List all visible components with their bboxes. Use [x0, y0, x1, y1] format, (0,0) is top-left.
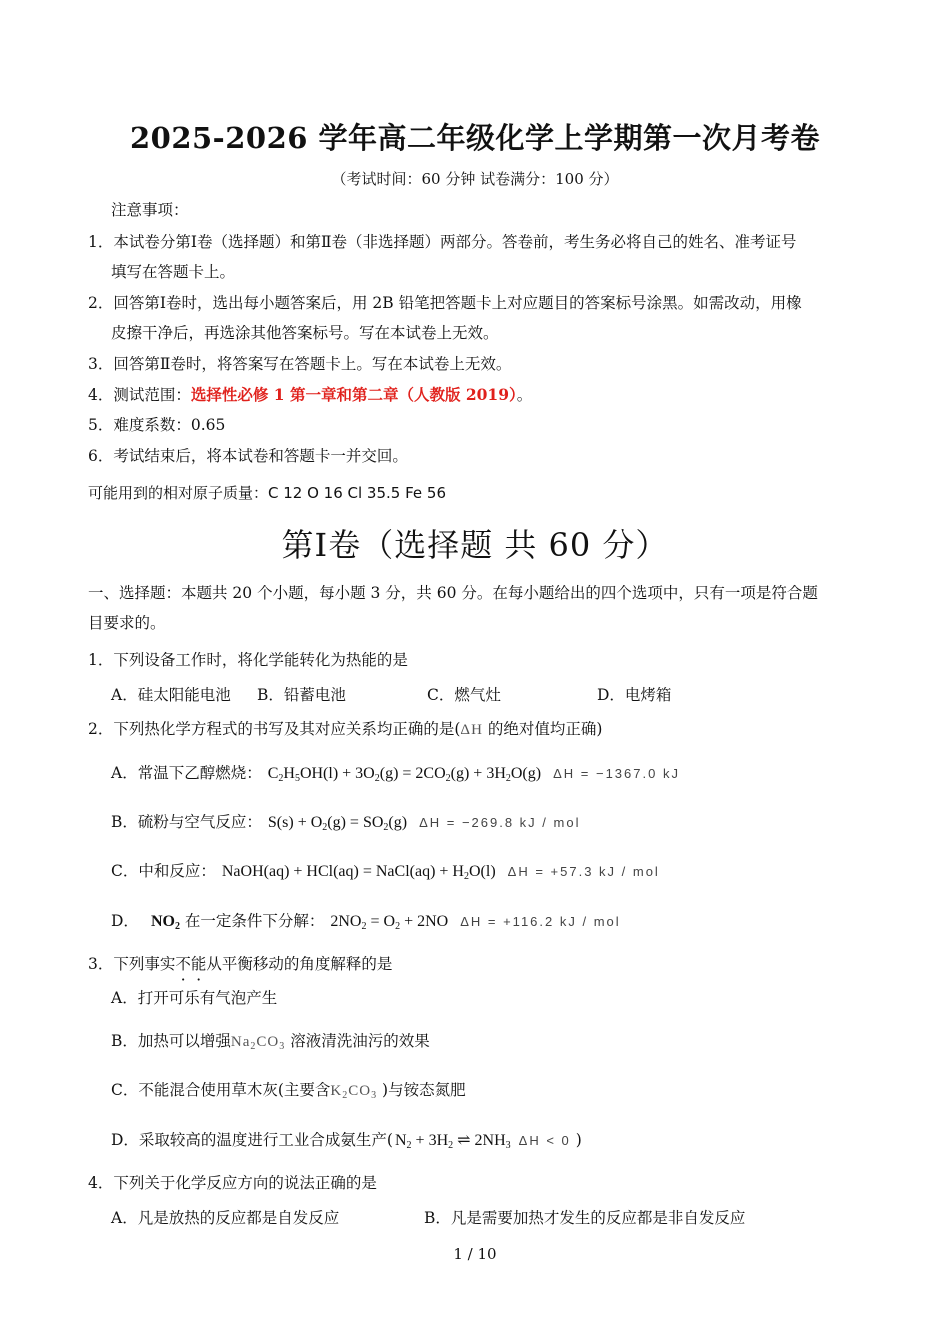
- note-1: 1．本试卷分第Ⅰ卷（选择题）和第Ⅱ卷（非选择题）两部分。答卷前，考生务必将自己的姓名、准考证号: [88, 233, 797, 251]
- note-2: 2．回答第Ⅰ卷时，选出每小题答案后，用 2B 铅笔把答题卡上对应题目的答案标号涂黑。如需改动，用橡: [88, 294, 802, 312]
- page-number: 1 / 10: [453, 1245, 497, 1263]
- question-3-stem: 3．下列事实不能从平衡移动的角度解释的是: [88, 955, 393, 973]
- q1-option-b: B．铅蓄电池: [257, 686, 346, 704]
- note-5: 5．难度系数：0.65: [88, 416, 226, 434]
- q2-option-a: A．常温下乙醇燃烧： $C_2H_5OH(l) + 3O_2(g) = 2CO_2(g) + 3H_2O(g) \Delta H = -1367.0$ kJ: [111, 764, 680, 784]
- section-1-heading: 第Ⅰ卷（选择题 共 60 分）: [281, 526, 669, 564]
- k2co3-formula: $K_2CO_3$: [330, 1083, 378, 1101]
- q3-option-a: A．打开可乐有气泡产生: [111, 989, 278, 1007]
- test-scope: 选择性必修 1 第一章和第二章（人教版 2019）: [190, 385, 517, 404]
- q2-d-no2-formula: $NO_2$: [150, 913, 180, 932]
- notes-heading: 注意事项：: [111, 201, 189, 219]
- note-2-cont: 皮擦干净后，再选涂其他答案标号。写在本试卷上无效。: [111, 324, 499, 342]
- q2-option-c: C．中和反应： NaOH(aq) + HCl(aq) = NaCl(aq) + $H_2O(l) \Delta H = +57.3$ kJ / mol: [111, 862, 660, 882]
- q1-option-a: A．硅太阳能电池: [111, 686, 231, 704]
- exam-title: 2025-2026 学年高二年级化学上学期第一次月考卷: [129, 121, 821, 155]
- note-3: 3．回答第Ⅱ卷时，将答案写在答题卡上。写在本试卷上无效。: [88, 355, 512, 373]
- q2-c-equation: NaOH(aq) + HCl(aq) = NaCl(aq) + $H_2O(l)$: [221, 863, 496, 882]
- q2-a-equation: $C_2H_5OH(l) + 3O_2(g) = 2CO_2(g) + 3H_2O(g)$: [267, 765, 542, 784]
- q2-b-equation: $S(s) + O_2(g) = SO_2(g)$: [267, 814, 408, 833]
- atomic-mass-line: 可能用到的相对原子质量：C 12 O 16 Cl 35.5 Fe 56: [88, 484, 446, 502]
- q4-option-a: A．凡是放热的反应都是自发反应: [111, 1209, 340, 1227]
- note-4: 4．测试范围：选择性必修 1 第一章和第二章（人教版 2019）。: [88, 385, 533, 404]
- question-4-stem: 4．下列关于化学反应方向的说法正确的是: [88, 1174, 377, 1192]
- ammonia-synthesis-equation: $N_2 + 3H_2$ ⇌ $2NH_3$: [394, 1132, 511, 1151]
- q2-option-b: B．硫粉与空气反应： $S(s) + O_2(g) = SO_2(g) \Delta H = -269.8$ kJ / mol: [111, 813, 581, 833]
- q2-c-enthalpy: ΔH = +57.3 kJ / mol: [507, 864, 660, 879]
- note-6: 6．考试结束后，将本试卷和答题卡一并交回。: [88, 447, 408, 465]
- q4-option-b: B．凡是需要加热才发生的反应都是非自发反应: [424, 1209, 746, 1227]
- q2-option-d: D． $NO_2$ 在一定条件下分解： $2NO_2 = O_2 + 2NO$ ΔH = +116.2 kJ / mol: [111, 912, 621, 932]
- exam-subtitle: （考试时间：60 分钟 试卷满分：100 分）: [331, 170, 619, 188]
- delta-h-symbol: ΔH: [460, 722, 483, 738]
- q3-d-enthalpy: ΔH < 0: [518, 1133, 571, 1148]
- q1-option-c: C．燃气灶: [427, 686, 501, 704]
- q2-b-enthalpy: ΔH = −269.8 kJ / mol: [419, 815, 581, 830]
- q2-d-enthalpy: ΔH = +116.2 kJ / mol: [460, 914, 621, 929]
- q2-d-equation: $2NO_2 = O_2 + 2NO$: [330, 913, 449, 932]
- section-1-intro: 一、选择题：本题共 20 个小题，每小题 3 分，共 60 分。在每小题给出的四个选项中，只有一项是符合题: [88, 584, 818, 602]
- q3-option-c: C．不能混合使用草木灰(主要含$K_2CO_3$ )与铵态氮肥: [111, 1081, 466, 1101]
- question-2-stem: 2．下列热化学方程式的书写及其对应关系均正确的是(ΔH 的绝对值均正确): [88, 720, 603, 738]
- q3-option-b: B．加热可以增强$Na_2CO_3$ 溶液清洗油污的效果: [111, 1032, 430, 1052]
- q3-option-d: D．采取较高的温度进行工业合成氨生产( $N_2 + 3H_2$ ⇌ $2NH_3$ ΔH < 0 ): [111, 1131, 582, 1151]
- emphasis-bu: 不: [175, 955, 191, 973]
- q2-a-enthalpy: ΔH = −1367.0 kJ: [553, 766, 680, 781]
- note-1-cont: 填写在答题卡上。: [111, 263, 236, 281]
- na2co3-formula: $Na_2CO_3$: [230, 1034, 286, 1052]
- emphasis-neng: 能: [190, 955, 207, 973]
- section-1-intro-cont: 目要求的。: [88, 614, 166, 632]
- q1-option-d: D．电烤箱: [597, 686, 672, 704]
- question-1-stem: 1．下列设备工作时，将化学能转化为热能的是: [88, 651, 408, 669]
